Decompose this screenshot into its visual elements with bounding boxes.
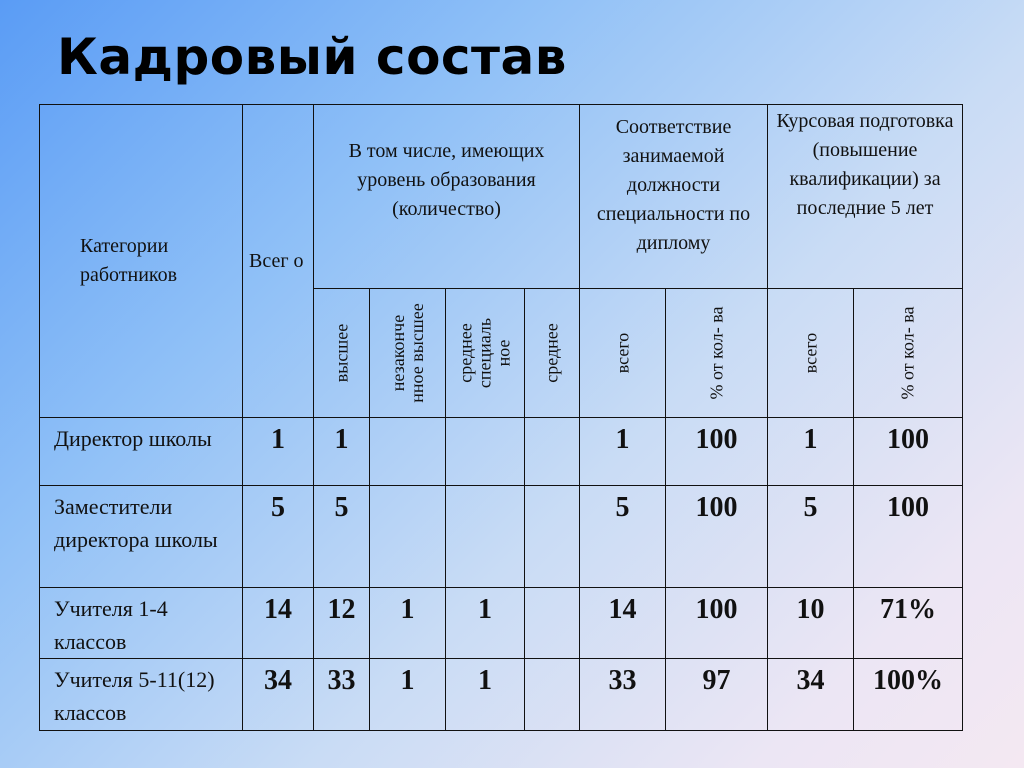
cell-course-pct: 100 [854,486,963,588]
cell-match-pct: 100 [666,486,768,588]
subheader-secondary: среднее [525,289,580,418]
subheader-course-total: всего [768,289,854,418]
cell-incomplete-higher: 1 [370,588,446,659]
subheader-match-total: всего [580,289,666,418]
subheader-course-pct: % от кол- ва [854,289,963,418]
cell-incomplete-higher: 1 [370,659,446,731]
cell-higher: 12 [314,588,370,659]
cell-match-total: 33 [580,659,666,731]
header-total: Всег о [243,105,314,418]
cell-match-pct: 97 [666,659,768,731]
row-category: Учителя 1-4 классов [40,588,243,659]
cell-secondary-special [446,418,525,486]
cell-course-pct: 100% [854,659,963,731]
cell-course-pct: 71% [854,588,963,659]
cell-match-total: 1 [580,418,666,486]
subheader-match-pct: % от кол- ва [666,289,768,418]
header-position-match: Соответствие занимаемой должности специальности по диплому [580,105,768,289]
cell-total: 14 [243,588,314,659]
cell-secondary [525,588,580,659]
cell-secondary [525,486,580,588]
row-category: Учителя 5-11(12) классов [40,659,243,731]
table-row [40,418,963,486]
header-education: В том числе, имеющих уровень образования (количество) [314,105,580,289]
cell-course-total: 34 [768,659,854,731]
cell-match-total: 5 [580,486,666,588]
subheader-higher: высшее [314,289,370,418]
cell-course-total: 5 [768,486,854,588]
row-category: Директор школы [40,418,243,486]
cell-total: 34 [243,659,314,731]
cell-incomplete-higher [370,418,446,486]
cell-total: 5 [243,486,314,588]
cell-higher: 33 [314,659,370,731]
cell-match-pct: 100 [666,418,768,486]
cell-secondary-special: 1 [446,588,525,659]
cell-secondary [525,418,580,486]
cell-course-total: 10 [768,588,854,659]
table-row [40,486,963,588]
cell-higher: 5 [314,486,370,588]
cell-secondary-special: 1 [446,659,525,731]
cell-secondary [525,659,580,731]
staff-table [39,104,963,731]
cell-higher: 1 [314,418,370,486]
slide-title: Кадровый состав [57,28,567,86]
row-category: Заместители директора школы [40,486,243,588]
cell-course-total: 1 [768,418,854,486]
header-category: Категории работников [40,105,243,418]
header-courses: Курсовая подготовка (повышение квалификации) за последние 5 лет [768,105,963,289]
cell-total: 1 [243,418,314,486]
cell-match-total: 14 [580,588,666,659]
cell-course-pct: 100 [854,418,963,486]
table-row [40,588,963,659]
cell-secondary-special [446,486,525,588]
subheader-incomplete-higher: незаконче нное высшее [370,289,446,418]
header-row-main [40,105,963,289]
cell-match-pct: 100 [666,588,768,659]
subheader-secondary-special: среднее специаль ное [446,289,525,418]
cell-incomplete-higher [370,486,446,588]
table-row [40,659,963,731]
